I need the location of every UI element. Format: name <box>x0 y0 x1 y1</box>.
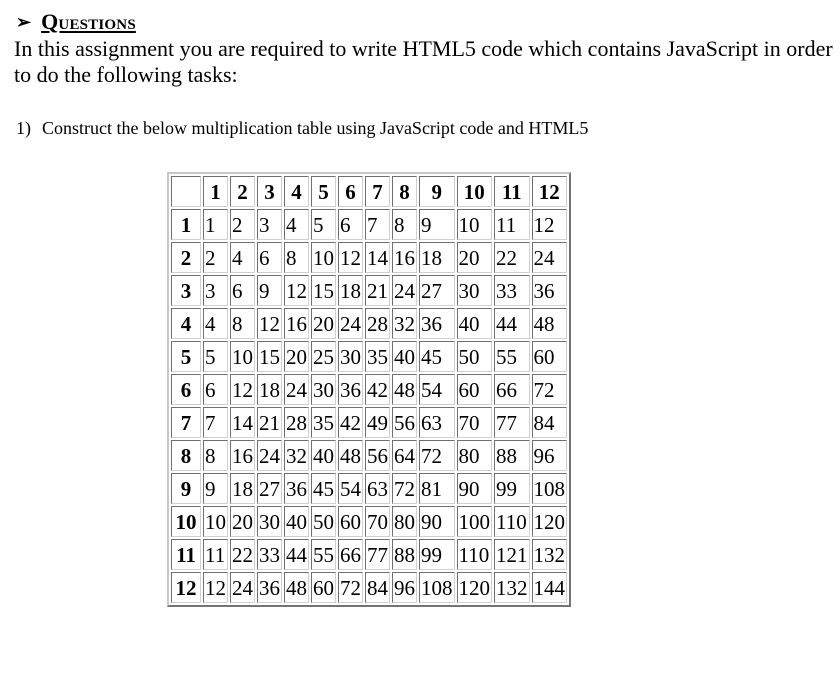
table-row <box>171 539 567 570</box>
column-header-cell: 6 <box>338 176 363 207</box>
table-cell: 44 <box>494 308 530 339</box>
table-cell: 88 <box>494 440 530 471</box>
table-cell: 4 <box>203 308 228 339</box>
table-cell: 40 <box>392 341 417 372</box>
table-cell: 56 <box>392 407 417 438</box>
table-cell: 12 <box>284 275 309 306</box>
table-cell: 70 <box>457 407 493 438</box>
table-cell: 72 <box>338 572 363 603</box>
table-cell: 12 <box>532 209 568 240</box>
table-cell: 49 <box>365 407 390 438</box>
table-cell: 32 <box>284 440 309 471</box>
row-header-cell: 7 <box>171 407 201 438</box>
table-cell: 24 <box>532 242 568 273</box>
table-cell: 77 <box>365 539 390 570</box>
row-header-cell: 3 <box>171 275 201 306</box>
table-cell: 7 <box>365 209 390 240</box>
table-cell: 120 <box>532 506 568 537</box>
table-cell: 80 <box>457 440 493 471</box>
table-row <box>171 473 567 504</box>
table-cell: 42 <box>365 374 390 405</box>
intro-paragraph: In this assignment you are required to write HTML5 code which contains JavaScript in order to do the following tasks: <box>14 36 833 87</box>
table-cell: 11 <box>203 539 228 570</box>
table-cell: 84 <box>532 407 568 438</box>
column-header-cell: 12 <box>532 176 568 207</box>
section-heading <box>16 10 136 34</box>
row-header-cell: 5 <box>171 341 201 372</box>
table-cell: 120 <box>457 572 493 603</box>
table-cell: 40 <box>284 506 309 537</box>
table-cell: 96 <box>392 572 417 603</box>
row-header-cell: 2 <box>171 242 201 273</box>
table-cell: 36 <box>338 374 363 405</box>
table-cell: 12 <box>257 308 282 339</box>
table-cell: 8 <box>392 209 417 240</box>
table-cell: 12 <box>230 374 255 405</box>
table-row <box>171 209 567 240</box>
table-cell: 55 <box>311 539 336 570</box>
table-cell: 121 <box>494 539 530 570</box>
table-cell: 132 <box>494 572 530 603</box>
column-header-cell: 5 <box>311 176 336 207</box>
table-cell: 24 <box>392 275 417 306</box>
table-row <box>171 341 567 372</box>
table-cell: 32 <box>392 308 417 339</box>
table-cell: 55 <box>494 341 530 372</box>
table-cell: 44 <box>284 539 309 570</box>
column-header-cell: 4 <box>284 176 309 207</box>
table-cell: 24 <box>338 308 363 339</box>
table-cell: 100 <box>457 506 493 537</box>
table-cell: 50 <box>311 506 336 537</box>
table-cell: 3 <box>203 275 228 306</box>
table-cell: 33 <box>257 539 282 570</box>
table-cell: 24 <box>257 440 282 471</box>
table-cell: 27 <box>419 275 455 306</box>
table-cell: 1 <box>203 209 228 240</box>
table-cell: 45 <box>311 473 336 504</box>
table-cell: 90 <box>457 473 493 504</box>
table-cell: 5 <box>203 341 228 372</box>
table-cell: 18 <box>419 242 455 273</box>
row-header-cell: 11 <box>171 539 201 570</box>
table-cell: 30 <box>338 341 363 372</box>
table-cell: 21 <box>365 275 390 306</box>
table-cell: 10 <box>203 506 228 537</box>
table-cell: 10 <box>311 242 336 273</box>
table-cell: 48 <box>532 308 568 339</box>
row-header-cell: 8 <box>171 440 201 471</box>
row-header-cell: 9 <box>171 473 201 504</box>
table-cell: 80 <box>392 506 417 537</box>
column-header-cell: 7 <box>365 176 390 207</box>
table-cell: 40 <box>311 440 336 471</box>
table-cell: 84 <box>365 572 390 603</box>
table-cell: 20 <box>230 506 255 537</box>
table-cell: 14 <box>230 407 255 438</box>
table-cell: 60 <box>532 341 568 372</box>
table-cell: 12 <box>203 572 228 603</box>
table-cell: 64 <box>392 440 417 471</box>
table-cell: 10 <box>230 341 255 372</box>
column-header-cell: 11 <box>494 176 530 207</box>
table-cell: 60 <box>338 506 363 537</box>
row-header-cell: 1 <box>171 209 201 240</box>
table-cell: 6 <box>338 209 363 240</box>
table-row <box>171 275 567 306</box>
table-row <box>171 440 567 471</box>
table-cell: 10 <box>457 209 493 240</box>
task-item <box>16 117 588 139</box>
table-row <box>171 242 567 273</box>
task-text: Construct the below multiplication table using JavaScript code and HTML5 <box>42 118 589 138</box>
table-cell: 144 <box>532 572 568 603</box>
table-cell: 60 <box>311 572 336 603</box>
table-cell: 72 <box>532 374 568 405</box>
table-cell: 30 <box>257 506 282 537</box>
table-cell: 90 <box>419 506 455 537</box>
table-corner-cell <box>171 176 201 207</box>
table-cell: 36 <box>532 275 568 306</box>
arrow-bullet-icon: ➢ <box>16 12 32 32</box>
table-cell: 28 <box>365 308 390 339</box>
table-row <box>171 572 567 603</box>
table-cell: 54 <box>338 473 363 504</box>
table-cell: 20 <box>311 308 336 339</box>
table-cell: 35 <box>365 341 390 372</box>
multiplication-table <box>167 172 571 607</box>
table-cell: 36 <box>419 308 455 339</box>
table-cell: 99 <box>494 473 530 504</box>
table-cell: 63 <box>419 407 455 438</box>
table-cell: 18 <box>257 374 282 405</box>
table-cell: 60 <box>457 374 493 405</box>
table-row <box>171 374 567 405</box>
table-cell: 8 <box>230 308 255 339</box>
table-cell: 9 <box>419 209 455 240</box>
table-cell: 108 <box>419 572 455 603</box>
table-cell: 54 <box>419 374 455 405</box>
table-cell: 48 <box>284 572 309 603</box>
column-header-cell: 9 <box>419 176 455 207</box>
table-cell: 66 <box>338 539 363 570</box>
table-cell: 16 <box>284 308 309 339</box>
table-cell: 36 <box>284 473 309 504</box>
column-header-cell: 3 <box>257 176 282 207</box>
table-cell: 16 <box>392 242 417 273</box>
table-cell: 21 <box>257 407 282 438</box>
table-cell: 15 <box>311 275 336 306</box>
table-cell: 2 <box>230 209 255 240</box>
table-cell: 33 <box>494 275 530 306</box>
table-cell: 7 <box>203 407 228 438</box>
table-cell: 42 <box>338 407 363 438</box>
table-cell: 2 <box>203 242 228 273</box>
table-cell: 35 <box>311 407 336 438</box>
task-number: 1) <box>16 118 31 138</box>
table-cell: 36 <box>257 572 282 603</box>
column-header-cell: 1 <box>203 176 228 207</box>
table-cell: 20 <box>284 341 309 372</box>
table-cell: 30 <box>457 275 493 306</box>
table-cell: 48 <box>392 374 417 405</box>
table-cell: 45 <box>419 341 455 372</box>
table-cell: 132 <box>532 539 568 570</box>
table-cell: 27 <box>257 473 282 504</box>
table-cell: 9 <box>257 275 282 306</box>
table-cell: 56 <box>365 440 390 471</box>
table-cell: 77 <box>494 407 530 438</box>
table-cell: 8 <box>284 242 309 273</box>
table-cell: 63 <box>365 473 390 504</box>
section-title: Questions <box>41 9 136 34</box>
table-row <box>171 308 567 339</box>
table-cell: 28 <box>284 407 309 438</box>
table-header-row <box>171 176 567 207</box>
table-cell: 108 <box>532 473 568 504</box>
row-header-cell: 10 <box>171 506 201 537</box>
table-cell: 24 <box>230 572 255 603</box>
table-cell: 6 <box>257 242 282 273</box>
table-cell: 40 <box>457 308 493 339</box>
table-cell: 3 <box>257 209 282 240</box>
table-cell: 4 <box>230 242 255 273</box>
table-cell: 15 <box>257 341 282 372</box>
column-header-cell: 8 <box>392 176 417 207</box>
table-cell: 4 <box>284 209 309 240</box>
table-cell: 6 <box>230 275 255 306</box>
table-cell: 20 <box>457 242 493 273</box>
row-header-cell: 6 <box>171 374 201 405</box>
row-header-cell: 4 <box>171 308 201 339</box>
table-cell: 50 <box>457 341 493 372</box>
table-cell: 72 <box>392 473 417 504</box>
table-cell: 9 <box>203 473 228 504</box>
multiplication-table-container <box>167 172 571 607</box>
table-cell: 72 <box>419 440 455 471</box>
table-cell: 110 <box>494 506 530 537</box>
table-cell: 70 <box>365 506 390 537</box>
table-cell: 25 <box>311 341 336 372</box>
table-cell: 18 <box>230 473 255 504</box>
table-cell: 5 <box>311 209 336 240</box>
table-cell: 81 <box>419 473 455 504</box>
table-cell: 14 <box>365 242 390 273</box>
column-header-cell: 10 <box>457 176 493 207</box>
table-cell: 96 <box>532 440 568 471</box>
row-header-cell: 12 <box>171 572 201 603</box>
table-cell: 16 <box>230 440 255 471</box>
table-cell: 30 <box>311 374 336 405</box>
table-cell: 48 <box>338 440 363 471</box>
table-cell: 99 <box>419 539 455 570</box>
table-row <box>171 506 567 537</box>
column-header-cell: 2 <box>230 176 255 207</box>
table-cell: 88 <box>392 539 417 570</box>
table-cell: 22 <box>494 242 530 273</box>
table-cell: 22 <box>230 539 255 570</box>
table-cell: 24 <box>284 374 309 405</box>
table-cell: 66 <box>494 374 530 405</box>
table-cell: 8 <box>203 440 228 471</box>
table-cell: 11 <box>494 209 530 240</box>
table-cell: 6 <box>203 374 228 405</box>
table-cell: 110 <box>457 539 493 570</box>
table-cell: 18 <box>338 275 363 306</box>
table-row <box>171 407 567 438</box>
table-cell: 12 <box>338 242 363 273</box>
